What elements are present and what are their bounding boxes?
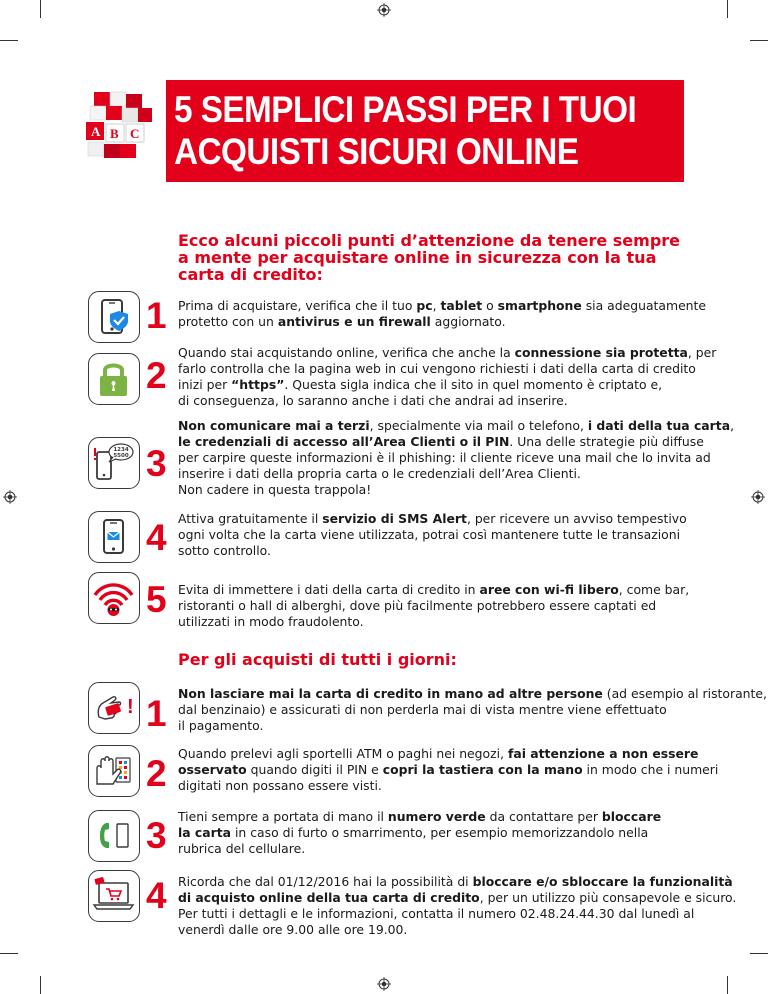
intro-heading xyxy=(178,231,681,284)
svg-text:1234: 1234 xyxy=(113,447,129,453)
padlock-icon xyxy=(88,353,140,405)
crop-mark xyxy=(750,953,768,954)
crop-mark xyxy=(727,976,728,994)
svg-text:5500: 5500 xyxy=(113,453,129,459)
step-number: 2 xyxy=(146,753,167,794)
step-number: 1 xyxy=(146,693,167,734)
crop-mark xyxy=(40,976,41,994)
crop-mark xyxy=(750,40,768,41)
logo-letter-a: A xyxy=(91,124,101,139)
step-daily-1-text: Non lasciare mai la carta di credito in mano ad altre persone (ad esempio al ristorante, dal benzinaio) e assicurati di non perderla mai di vista mentre viene effettuato il pagamento. xyxy=(178,686,767,733)
registration-mark-icon xyxy=(751,490,765,504)
step-online-5-text: Evita di immettere i dati della carta di credito in aree con wi-fi libero, come bar, ristoranti o hall di alberghi, dove più facilmente potrebbero essere captati ed utilizzati in modo fraudolento. xyxy=(178,582,690,629)
phone-handset-icon xyxy=(88,810,140,862)
step-online-1-text: Prima di acquistare, verifica che il tuo pc, tablet o smartphone sia adeguatamente protetto con un antivirus e un firewall aggiornato. xyxy=(178,298,707,329)
logo-letter-c: C xyxy=(130,126,140,141)
step-number: 5 xyxy=(146,579,167,620)
hand-keypad-icon xyxy=(88,745,140,797)
crop-mark xyxy=(727,0,728,18)
step-number: 3 xyxy=(146,443,167,484)
hand-card-icon xyxy=(88,682,140,734)
step-daily-4-text: Ricorda che dal 01/12/2016 hai la possibilità di bloccare e/o sbloccare la funzionalità di acquisto online della tua carta di credito, per un utilizzo più consapevole e sicuro. Per tutti i dettagli e le informazioni, contatta il numero 02.48.24.44.30 dal lunedì al venerdì dalle ore 9.00 alle ore 19.00. xyxy=(178,874,737,937)
svg-text:!: ! xyxy=(127,696,134,718)
registration-mark-icon xyxy=(377,3,391,17)
crop-mark xyxy=(40,0,41,18)
step-number: 4 xyxy=(146,875,167,916)
step-daily-3-text: Tieni sempre a portata di mano il numero verde da contattare per bloccare la carta in caso di furto o smarrimento, per esempio memorizzandolo nella rubrica del cellulare. xyxy=(178,809,662,856)
step-online-2-text: Quando stai acquistando online, verifica che anche la connessione sia protetta, per farlo controlla che la pagina web in cui vengono richiesti i dati della carta di credito inizi per “https”. Questa sigla indica che il sito in quel momento è criptato e, di conseguenza, lo saranno anche i dati che andrai ad inserire. xyxy=(178,345,717,408)
crop-mark xyxy=(0,953,18,954)
intro-line: Ecco alcuni piccoli punti d’attenzione da tenere sempre xyxy=(178,231,681,250)
logo-letter-b: B xyxy=(110,126,119,141)
phone-shield-icon xyxy=(88,291,140,343)
phone-sms-icon xyxy=(88,511,140,563)
step-online-3-text: Non comunicare mai a terzi, specialmente via mail o telefono, i dati della tua carta, le credenziali di accesso all’Area Clienti o il PIN. Una delle strategie più diffuse per carpire queste informazioni è il phishing: il cliente riceve una mail che lo invita ad inserire i dati della propria carta o le credenziali dell’Area Clienti. Non cadere in questa trappola! xyxy=(178,418,735,497)
registration-mark-icon xyxy=(377,977,391,991)
crop-mark xyxy=(0,40,18,41)
abc-cube-logo xyxy=(80,88,160,168)
laptop-cart-icon xyxy=(88,870,140,922)
registration-mark-icon xyxy=(3,490,17,504)
wifi-mask-icon xyxy=(88,572,140,624)
step-number: 1 xyxy=(146,295,167,336)
title-line-1: 5 SEMPLICI PASSI PER I TUOI xyxy=(174,89,637,130)
intro-line: carta di credito: xyxy=(178,265,323,284)
section-daily-title: Per gli acquisti di tutti i giorni: xyxy=(178,650,457,669)
step-daily-2-text: Quando prelevi agli sportelli ATM o paghi nei negozi, fai attenzione a non essere osservato quando digiti il PIN e copri la tastiera con la mano in modo che i numeri digitati non possano essere visti. xyxy=(178,746,719,793)
step-number: 3 xyxy=(146,815,167,856)
title-banner xyxy=(166,80,684,182)
step-online-4-text: Attiva gratuitamente il servizio di SMS Alert, per ricevere un avviso tempestivo ogni volta che la carta viene utilizzata, potrai così mantenere tutte le transazioni sotto controllo. xyxy=(178,511,687,558)
step-number: 4 xyxy=(146,517,167,558)
title-line-2: ACQUISTI SICURI ONLINE xyxy=(174,131,579,172)
phone-pin-icon xyxy=(88,437,140,489)
step-number: 2 xyxy=(146,355,167,396)
intro-line: a mente per acquistare online in sicurezza con la tua xyxy=(178,248,657,267)
